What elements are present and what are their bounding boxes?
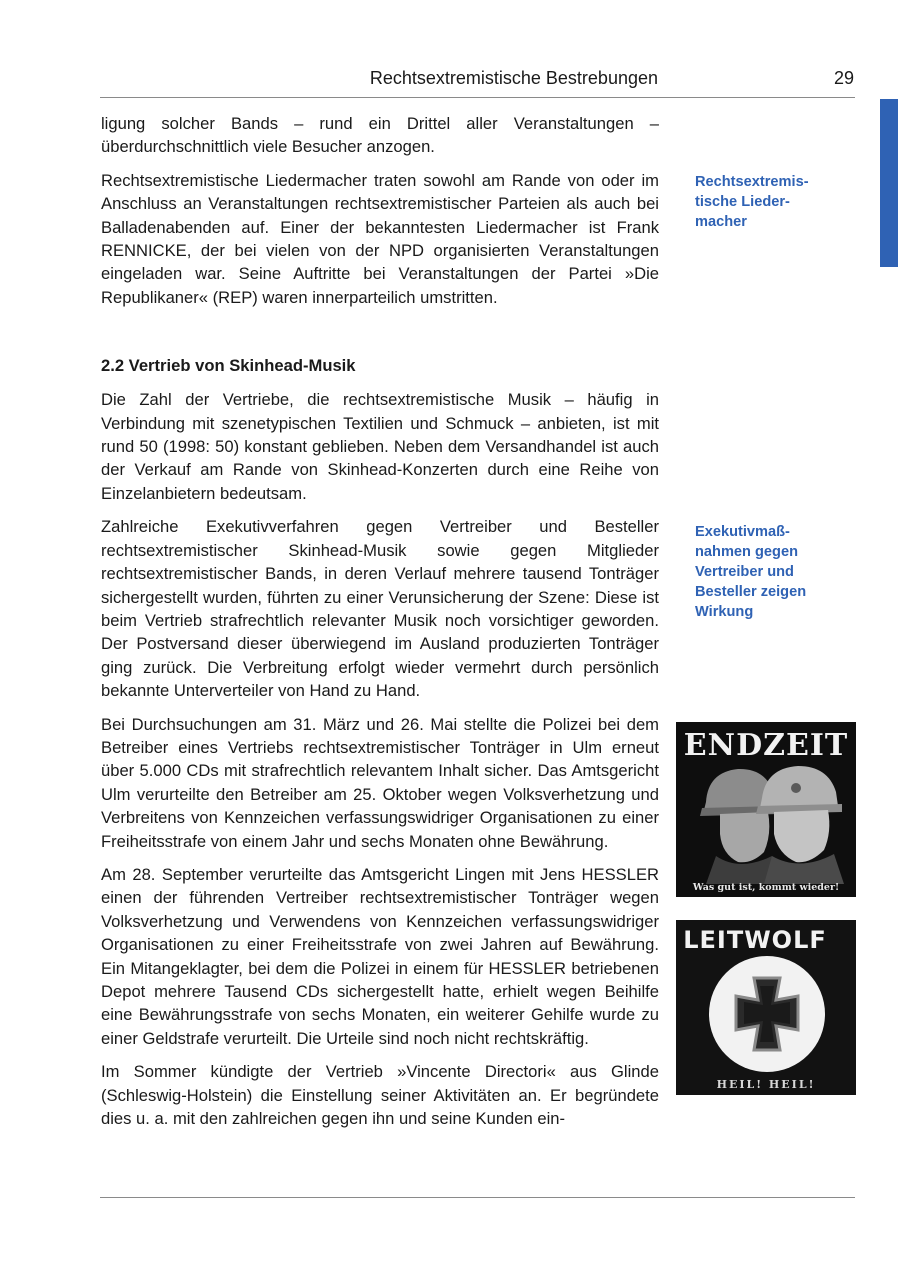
cover-title: LEITWOLF	[683, 926, 827, 954]
paragraph: Rechtsextremistische Liedermacher traten sowohl am Rande von oder im Anschluss an Veranstaltungen rechtsextremistischer Parteien als auch bei Balladenabenden auf. Einer der bekanntesten Liedermacher ist Frank RENNICKE, der bei vielen von der NPD organisierten Veranstaltungen eingeladen war. Seine Auftritte bei Veranstaltungen der Partei »Die Republikaner« (REP) waren innerparteilich umstritten.	[101, 170, 659, 307]
margin-note-line: Vertreiber und	[695, 564, 794, 580]
cover-band-text: HEIL! HEIL!	[716, 1078, 816, 1091]
paragraph: Im Sommer kündigte der Vertrieb »Vincente Directori« aus Glinde (Schleswig-Holstein) die Einstellung seiner Aktivitäten an. Er begründete dies u. a. mit den zahlreichen gegen ihn und seine Kunden ein-	[101, 1062, 659, 1129]
page-number: 29	[833, 68, 854, 88]
margin-note-line: Rechtsextremis-	[695, 174, 809, 190]
running-header-title: Rechtsextremistische Bestrebungen	[369, 68, 658, 88]
album-cover-leitwolf	[676, 920, 856, 1095]
main-text-column	[101, 112, 659, 1140]
section-heading: 2.2 Vertrieb von Skinhead-Musik	[101, 356, 356, 376]
margin-note-line: tische Lieder-	[695, 194, 790, 210]
header-rule	[100, 97, 855, 98]
paragraph: Die Zahl der Vertriebe, die rechtsextremistische Musik – häufig in Verbindung mit szenetypischen Textilien und Schmuck – anbieten, ist mit rund 50 (1998: 50) konstant geblieben. Neben dem Versandhandel ist auch der Verkauf am Rande von Skinhead-Konzerten durch eine Reihe von Einzelanbietern bedeutsam.	[101, 390, 659, 503]
chapter-tab-marker	[880, 99, 898, 267]
paragraph: Am 28. September verurteilte das Amtsgericht Lingen mit Jens HESSLER einen der führenden Vertreiber rechtsextremistischer Tonträger wegen Volksverhetzung und Verwendens von Kennzeichen verfassungswidriger Organisationen zu einer Freiheitsstrafe von zwei Jahren auf Bewährung. Ein Mitangeklagter, bei dem die Polizei in einem für HESSLER betriebenen Depot mehrere Tausend CDs sichergestellt hatte, erhielt wegen Beihilfe eine Bewährungsstrafe von sechs Monaten, ein weiterer Gehilfe wurde zu einer Geldstrafe verurteilt. Die Urteile sind noch nicht rechtskräftig.	[101, 864, 659, 1048]
cover-title: ENDZEIT	[683, 728, 849, 763]
cover-slogan: Was gut ist, kommt wieder!	[692, 882, 840, 893]
album-cover-endzeit	[676, 722, 856, 897]
margin-note-liedermacher	[695, 172, 845, 232]
paragraph: Bei Durchsuchungen am 31. März und 26. Mai stellte die Polizei bei dem Betreiber eines Vertriebs rechtsextremistischer Tonträger in Ulm erneut über 5.000 CDs mit strafrechtlich relevantem Inhalt sicher. Das Amtsgericht Ulm verurteilte den Betreiber am 25. Oktober wegen Volksverhetzung und Verbreitens von Kennzeichen verfassungswidriger Organisationen zu einer Freiheitsstrafe von einem Jahr und sechs Monaten ohne Bewährung.	[101, 714, 659, 851]
margin-note-line: Exekutivmaß-	[695, 524, 790, 540]
footer-rule	[100, 1197, 855, 1198]
paragraph: Zahlreiche Exekutivverfahren gegen Vertreiber und Besteller rechtsextremistischer Skinhead-Musik sowie gegen Mitglieder rechtsextremistischer Bands, in deren Verlauf mehrere tausend Tonträger sichergestellt wurden, führten zu einer Verunsicherung der Szene: Diese ist beim Vertrieb strafrechtlich relevanter Musik noch vorsichtiger geworden. Der Postversand dieser überwiegend im Ausland produzierten Tonträger ging zurück. Die Verbreitung erfolgt wieder vermehrt durch persönlich bekannte Unterverteiler von Hand zu Hand.	[101, 517, 659, 701]
margin-note-exekutivmassnahmen	[695, 522, 845, 622]
margin-note-line: macher	[695, 214, 747, 230]
margin-note-line: Besteller zeigen	[695, 584, 807, 600]
margin-note-line: nahmen gegen	[695, 544, 798, 560]
paragraph: ligung solcher Bands – rund ein Drittel aller Veranstaltungen – überdurchschnittlich viele Besucher anzogen.	[101, 114, 659, 157]
margin-note-line: Wirkung	[695, 604, 754, 620]
section-spacer	[101, 319, 659, 353]
